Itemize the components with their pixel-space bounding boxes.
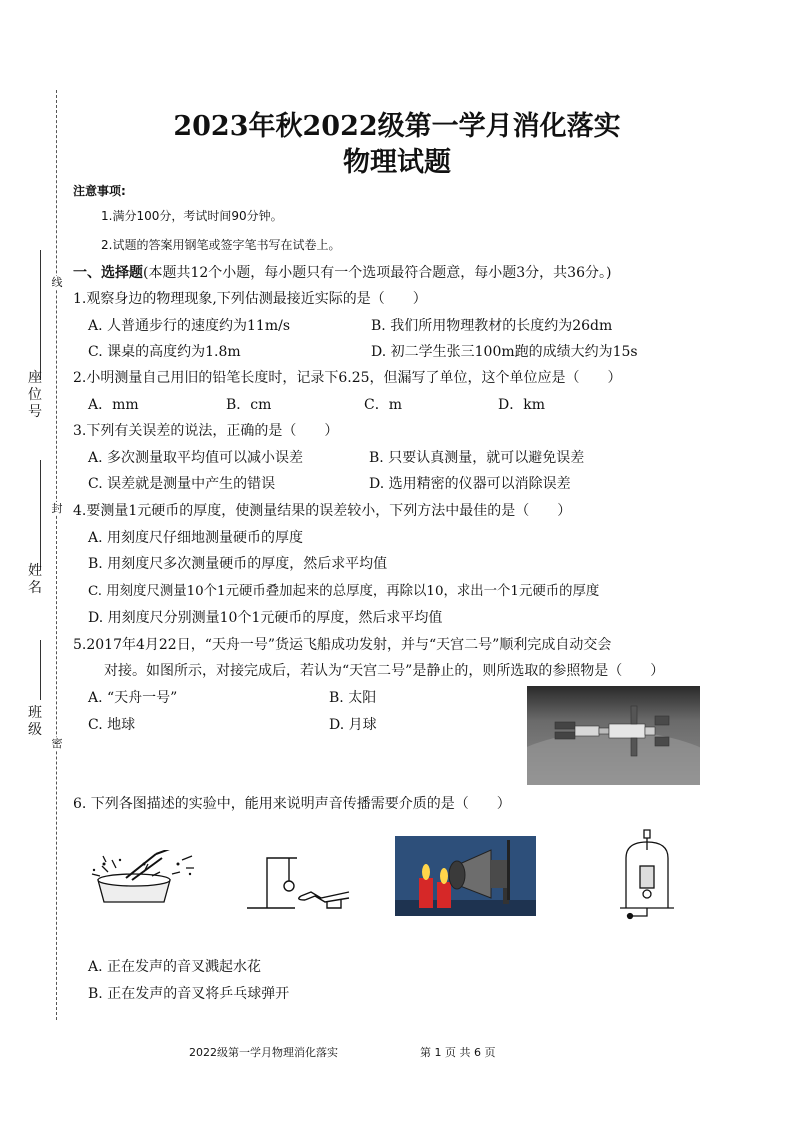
q3-option-d: D. 选用精密的仪器可以消除误差	[369, 476, 571, 492]
exam-subject: 物理试题	[343, 147, 451, 178]
name-label: 姓名	[28, 563, 42, 596]
q4-option-a: A. 用刻度尺仔细地测量硬币的厚度	[88, 530, 304, 546]
notice-item-2: 2.试题的答案用钢笔或签字笔书写在试卷上。	[101, 238, 341, 252]
q1-stem: 1.观察身边的物理现象,下列估测最接近实际的是（ ）	[73, 291, 427, 307]
binding-mark-seal: 封	[51, 502, 63, 515]
q3-option-b: B. 只要认真测量，就可以避免误差	[369, 450, 585, 466]
q5-stem-line-2: 对接。如图所示，对接完成后，若认为“天宫二号”是静止的，则所选取的参照物是（ ）	[104, 663, 665, 679]
footer-title: 2022级第一学月物理消化落实	[189, 1046, 338, 1059]
q6-option-b: B. 正在发声的音叉将乒乓球弹开	[88, 986, 290, 1002]
space-station-photo	[527, 686, 700, 785]
q5-option-d: D. 月球	[329, 717, 377, 733]
notice-heading: 注意事项:	[73, 184, 126, 198]
q4-option-b: B. 用刻度尺多次测量硬币的厚度，然后求平均值	[88, 556, 388, 572]
q2-option-d: D．km	[498, 397, 545, 413]
notice-item-1: 1.满分100分，考试时间90分钟。	[101, 209, 283, 223]
q3-option-a: A. 多次测量取平均值可以减小误差	[88, 450, 304, 466]
q2-stem: 2.小明测量自己用旧的铅笔长度时，记录下6.25，但漏写了单位，这个单位应是（ ）	[73, 370, 622, 386]
q5-option-b: B. 太阳	[329, 690, 377, 706]
q5-option-c: C. 地球	[88, 717, 136, 733]
q2-option-c: C．m	[364, 397, 402, 413]
speaker-candle-photo	[395, 836, 536, 916]
binding-mark-secret: 密	[51, 737, 63, 750]
q4-option-d: D. 用刻度尺分别测量10个1元硬币的厚度，然后求平均值	[88, 610, 443, 626]
q4-stem: 4.要测量1元硬币的厚度，使测量结果的误差较小，下列方法中最佳的是（ ）	[73, 503, 572, 519]
q5-stem-line-1: 5.2017年4月22日，“天舟一号”货运飞船成功发射，并与“天宫二号”顺利完成自动交会	[73, 637, 612, 653]
q6-option-a: A. 正在发声的音叉溅起水花	[88, 959, 262, 975]
q1-option-c: C. 课桌的高度约为1.8m	[88, 344, 241, 360]
q5-option-a: A. “天舟一号”	[88, 690, 178, 706]
q1-option-d: D. 初二学生张三100m跑的成绩大约为15s	[371, 344, 638, 360]
q1-option-b: B. 我们所用物理教材的长度约为26dm	[371, 318, 613, 334]
class-label: 班级	[28, 705, 42, 738]
q4-option-c: C. 用刻度尺测量10个1元硬币叠加起来的总厚度，再除以10，求出一个1元硬币的厚度	[88, 584, 600, 599]
seat-label: 座位号	[28, 370, 42, 420]
seat-underline	[40, 250, 41, 380]
tuning-fork-pingpong-figure	[245, 852, 355, 912]
q3-option-c: C. 误差就是测量中产生的错误	[88, 476, 276, 492]
q2-option-a: A．mm	[88, 397, 139, 413]
section-title: 一、选择题	[73, 265, 143, 281]
page-number: 第 1 页 共 6 页	[420, 1046, 496, 1059]
bell-jar-figure	[612, 828, 682, 922]
binding-mark-line: 线	[51, 276, 63, 289]
section-description: (本题共12个小题，每小题只有一个选项最符合题意，每小题3分，共36分。)	[143, 265, 612, 281]
tuning-fork-water-figure	[86, 850, 206, 910]
class-underline	[40, 640, 41, 700]
section-heading	[73, 262, 611, 282]
q2-option-b: B．cm	[226, 397, 272, 413]
name-underline	[40, 460, 41, 570]
binding-dashed-line	[56, 90, 57, 1020]
q6-stem: 6. 下列各图描述的实验中，能用来说明声音传播需要介质的是（ ）	[73, 796, 511, 812]
exam-title: 2023年秋2022级第一学月消化落实	[173, 111, 621, 142]
q1-option-a: A. 人普通步行的速度约为11m/s	[88, 318, 291, 334]
q3-stem: 3.下列有关误差的说法，正确的是（ ）	[73, 423, 339, 439]
